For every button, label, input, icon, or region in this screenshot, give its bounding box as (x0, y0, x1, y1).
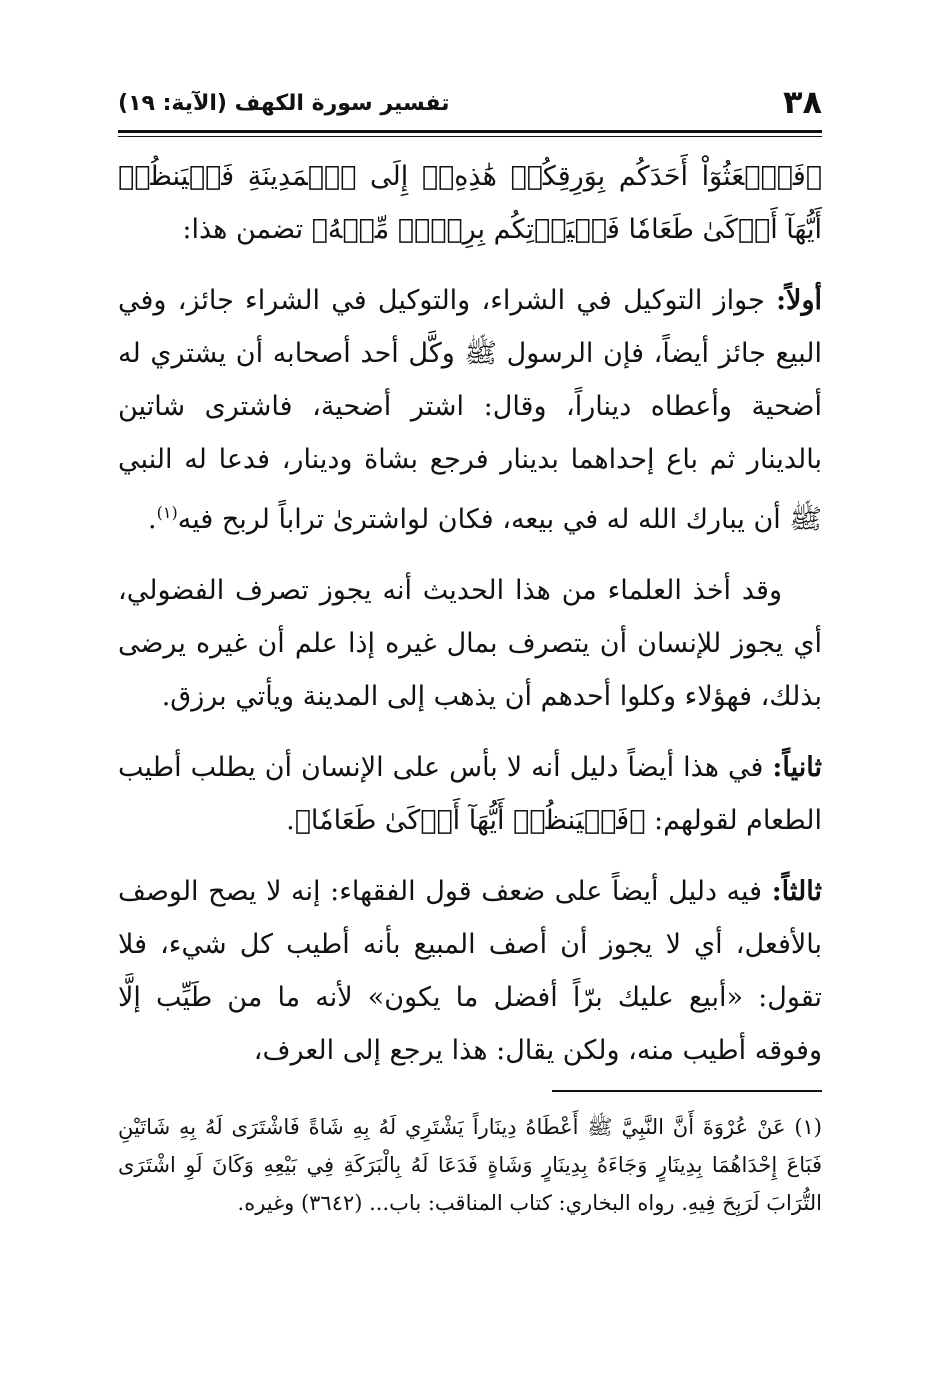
footnotes (118, 1108, 822, 1222)
paragraph-1 (118, 150, 822, 256)
paragraph-2-text: جواز التوكيل في الشراء، والتوكيل في الشراء جائز، وفي البيع جائز أيضاً، فإن الرسول ﷺ وكَّل أحد أصحابه أن يشتري له أضحية وأعطاه ديناراً، وقال: اشتر أضحية، فاشترى شاتين بالدينار ثم باع إحداهما بدينار فرجع بشاة ودينار، فدعا له النبي ﷺ أن يبارك الله له في بيعه، فكان لواشترىٰ تراباً لربح فيه (118, 285, 822, 535)
point-two-label: ثانياً: (772, 752, 822, 783)
body-text (118, 150, 822, 1095)
quran-verse: ﴿فَٱبۡعَثُوٓاْ أَحَدَكُم بِوَرِقِكُمۡ هَٰذِهِۦٓ إِلَى ٱلۡمَدِينَةِ فَلۡيَنظُرۡ أَيُّهَآ أَزۡكَىٰ طَعَامٗا فَلۡيَأۡتِكُم بِرِزۡقٖ مِّنۡهُ﴾ (118, 161, 822, 245)
footnote-1: (١) عَنْ عُرْوَةَ أَنَّ النَّبِيَّ ﷺ أَعْطَاهُ دِينَاراً يَشْتَرِي لَهُ بِهِ شَاةً فَاشْتَرَى لَهُ بِهِ شَاتَيْنِ فَبَاعَ إِحْدَاهُمَا بِدِينَارٍ وَجَاءَهُ بِدِينَارٍ وَشَاةٍ فَدَعَا لَهُ بِالْبَرَكَةِ فِي بَيْعِهِ وَكَانَ لَوِ اشْتَرَى التُّرَابَ لَرَبِحَ فِيهِ. رواه البخاري: كتاب المناقب: باب... (٣٦٤٢) وغيره. (118, 1115, 822, 1215)
header-rule-thin (118, 136, 822, 137)
footnote-ref[interactable]: (١) (156, 503, 178, 522)
paragraph-4-text: في هذا أيضاً دليل أنه لا بأس على الإنسان أن يطلب أطيب الطعام لقولهم: (118, 752, 822, 836)
point-three-label: ثالثاً: (771, 876, 822, 907)
paragraph-1-text: تضمن هذا: (182, 214, 312, 245)
quran-verse-2: ﴿فَلۡيَنظُرۡ أَيُّهَآ أَزۡكَىٰ طَعَامٗا﴾ (294, 805, 646, 836)
point-one-label: أولاً: (776, 285, 822, 316)
paragraph-2 (118, 274, 822, 546)
page-number: ٣٨ (782, 83, 822, 121)
page-header (118, 82, 822, 126)
paragraph-4-end: . (286, 805, 295, 836)
paragraph-5-text: فيه دليل أيضاً على ضعف قول الفقهاء: إنه لا يصح الوصف بالأفعل، أي لا يجوز أن أصف المبيع بأنه أطيب كل شيء، فلا تقول: «أبيع عليك برّاً أفضل ما يكون» لأنه ما من طَيِّب إلَّا وفوقه أطيب منه، ولكن يقال: هذا يرجع إلى العرف، (118, 876, 822, 1066)
footnote-separator (552, 1090, 822, 1092)
running-title: تفسير سورة الكهف (الآية: ١٩) (118, 91, 450, 116)
paragraph-2-end: . (148, 504, 157, 535)
paragraph-5 (118, 865, 822, 1077)
paragraph-4 (118, 741, 822, 847)
header-rule-thick (118, 130, 822, 133)
paragraph-3: وقد أخذ العلماء من هذا الحديث أنه يجوز تصرف الفضولي، أي يجوز للإنسان أن يتصرف بمال غيره إذا علم أن غيره يرضى بذلك، فهؤلاء وكلوا أحدهم أن يذهب إلى المدينة ويأتي برزق. (118, 575, 822, 712)
